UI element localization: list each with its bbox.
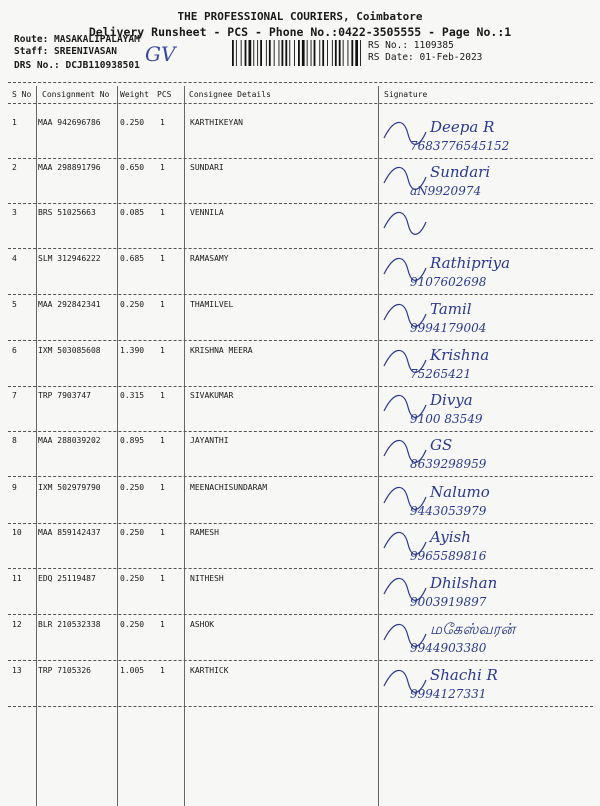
document-subtitle: Delivery Runsheet - PCS - Phone No.:0422-3505555 - Page No.:1 (88, 25, 512, 39)
row-pcs: 1 (160, 163, 165, 172)
signature-phone: 8639298959 (410, 457, 487, 471)
row-consignee: VENNILA (190, 208, 224, 217)
row-pcs: 1 (160, 666, 165, 675)
rs-number: RS No.: 1109385 (368, 40, 454, 51)
row-pcs: 1 (160, 118, 165, 127)
signature-name: மகேஸ்வரன் (430, 620, 516, 638)
col-header-signature: Signature (384, 90, 428, 99)
row-sno: 9 (12, 483, 17, 492)
row-weight: 1.390 (120, 346, 145, 355)
signature-phone: aN9920974 (410, 184, 482, 198)
signature-name: Sundari (430, 163, 491, 181)
col-header-consignment: Consignment No (42, 90, 110, 99)
rs-date: RS Date: 01-Feb-2023 (368, 52, 483, 63)
signature-phone: 75265421 (410, 367, 472, 381)
row-weight: 0.650 (120, 163, 145, 172)
row-consignee: NITHESH (190, 574, 224, 583)
row-weight: 0.250 (120, 483, 145, 492)
row-weight: 1.005 (120, 666, 145, 675)
row-consignment-no: SLM 312946222 (38, 254, 101, 263)
signature-name: Shachi R (430, 666, 498, 684)
handwritten-signature (380, 430, 595, 474)
signature-name: Ayish (430, 528, 471, 546)
handwritten-signature (380, 614, 595, 658)
col-header-consignee: Consignee Details (189, 90, 271, 99)
row-consignee: MEENACHISUNDARAM (190, 483, 268, 492)
document-title: THE PROFESSIONAL COURIERS, Coimbatore (177, 10, 423, 23)
row-pcs: 1 (160, 620, 165, 629)
row-pcs: 1 (160, 528, 165, 537)
row-consignee: ASHOK (190, 620, 215, 629)
row-consignee: JAYANTHI (190, 436, 229, 445)
row-consignee: KARTHIKEYAN (190, 118, 243, 127)
col-header-weight: Weight (120, 90, 149, 99)
row-separator (8, 706, 593, 707)
row-consignment-no: MAA 292842341 (38, 300, 101, 309)
handwritten-signature (380, 568, 595, 612)
row-pcs: 1 (160, 208, 165, 217)
row-weight: 0.250 (120, 118, 145, 127)
row-weight: 0.315 (120, 391, 145, 400)
row-sno: 7 (12, 391, 17, 400)
signature-name: Deepa R (430, 118, 495, 136)
signature-name: Rathipriya (430, 254, 511, 272)
row-consignment-no: EDQ 25119487 (38, 574, 96, 583)
handwritten-signature (380, 202, 595, 246)
row-sno: 4 (12, 254, 17, 263)
signature-phone: 9003919897 (410, 595, 487, 609)
row-weight: 0.250 (120, 300, 145, 309)
signature-name: Dhilshan (430, 574, 498, 592)
signature-phone: 9100 83549 (410, 412, 483, 426)
row-pcs: 1 (160, 574, 165, 583)
row-pcs: 1 (160, 391, 165, 400)
row-consignee: KARTHICK (190, 666, 229, 675)
row-sno: 6 (12, 346, 17, 355)
row-consignee: SUNDARI (190, 163, 224, 172)
signature-name: Nalumo (430, 483, 490, 501)
row-sno: 8 (12, 436, 17, 445)
handwritten-signature (380, 157, 595, 201)
row-pcs: 1 (160, 436, 165, 445)
header-top-rule (8, 82, 593, 83)
row-weight: 0.250 (120, 528, 145, 537)
row-sno: 13 (12, 666, 22, 675)
row-sno: 11 (12, 574, 22, 583)
handwritten-signature (380, 522, 595, 566)
handwritten-signature (380, 385, 595, 429)
signature-phone: 7683776545152 (410, 139, 510, 153)
handwritten-signature (380, 248, 595, 292)
row-sno: 12 (12, 620, 22, 629)
signature-name: Tamil (430, 300, 472, 318)
row-consignment-no: BRS 51025663 (38, 208, 96, 217)
row-sno: 1 (12, 118, 17, 127)
handwritten-signature (380, 477, 595, 521)
row-consignee: RAMESH (190, 528, 219, 537)
signature-phone: 9994179004 (410, 321, 487, 335)
signature-phone: 9965589816 (410, 549, 487, 563)
signature-phone: 9107602698 (410, 275, 487, 289)
row-sno: 10 (12, 528, 22, 537)
signature-stroke (384, 212, 426, 234)
row-consignment-no: MAA 288039202 (38, 436, 101, 445)
row-consignment-no: MAA 298891796 (38, 163, 101, 172)
row-consignee: THAMILVEL (190, 300, 234, 309)
signature-name: Divya (430, 391, 473, 409)
drs-number: DRS No.: DCJB110938501 (14, 60, 140, 71)
row-consignment-no: MAA 942696786 (38, 118, 101, 127)
row-pcs: 1 (160, 300, 165, 309)
col-header-pcs: PCS (157, 90, 172, 99)
signature-name: Krishna (430, 346, 490, 364)
row-consignee: KRISHNA MEERA (190, 346, 253, 355)
col-header-sno: S No (12, 90, 32, 99)
handwritten-signature (380, 660, 595, 704)
barcode-image (232, 40, 362, 66)
signature-phone: 9443053979 (410, 504, 487, 518)
row-weight: 0.085 (120, 208, 145, 217)
row-consignment-no: TRP 7105326 (38, 666, 91, 675)
row-sno: 2 (12, 163, 17, 172)
row-weight: 0.250 (120, 620, 145, 629)
row-consignment-no: TRP 7903747 (38, 391, 91, 400)
row-consignee: SIVAKUMAR (190, 391, 234, 400)
row-weight: 0.895 (120, 436, 145, 445)
row-consignee: RAMASAMY (190, 254, 229, 263)
staff-label: Staff: SREENIVASAN (14, 46, 117, 57)
row-weight: 0.250 (120, 574, 145, 583)
row-pcs: 1 (160, 346, 165, 355)
signature-name: GS (430, 436, 453, 454)
signature-phone: 9944903380 (410, 641, 487, 655)
handwritten-signature (380, 112, 595, 156)
row-pcs: 1 (160, 483, 165, 492)
handwritten-initials: GV (145, 42, 176, 66)
rs-info (368, 40, 482, 64)
row-weight: 0.685 (120, 254, 145, 263)
route-label: Route: MASAKALIPALAYAM (14, 34, 140, 45)
row-consignment-no: IXM 502979790 (38, 483, 101, 492)
row-pcs: 1 (160, 254, 165, 263)
row-consignment-no: IXM 503085608 (38, 346, 101, 355)
header-bottom-rule (8, 103, 593, 104)
row-sno: 5 (12, 300, 17, 309)
row-consignment-no: MAA 859142437 (38, 528, 101, 537)
signature-phone: 9994127331 (410, 687, 487, 701)
handwritten-signature (380, 294, 595, 338)
handwritten-signature (380, 340, 595, 384)
row-sno: 3 (12, 208, 17, 217)
row-consignment-no: BLR 210532338 (38, 620, 101, 629)
